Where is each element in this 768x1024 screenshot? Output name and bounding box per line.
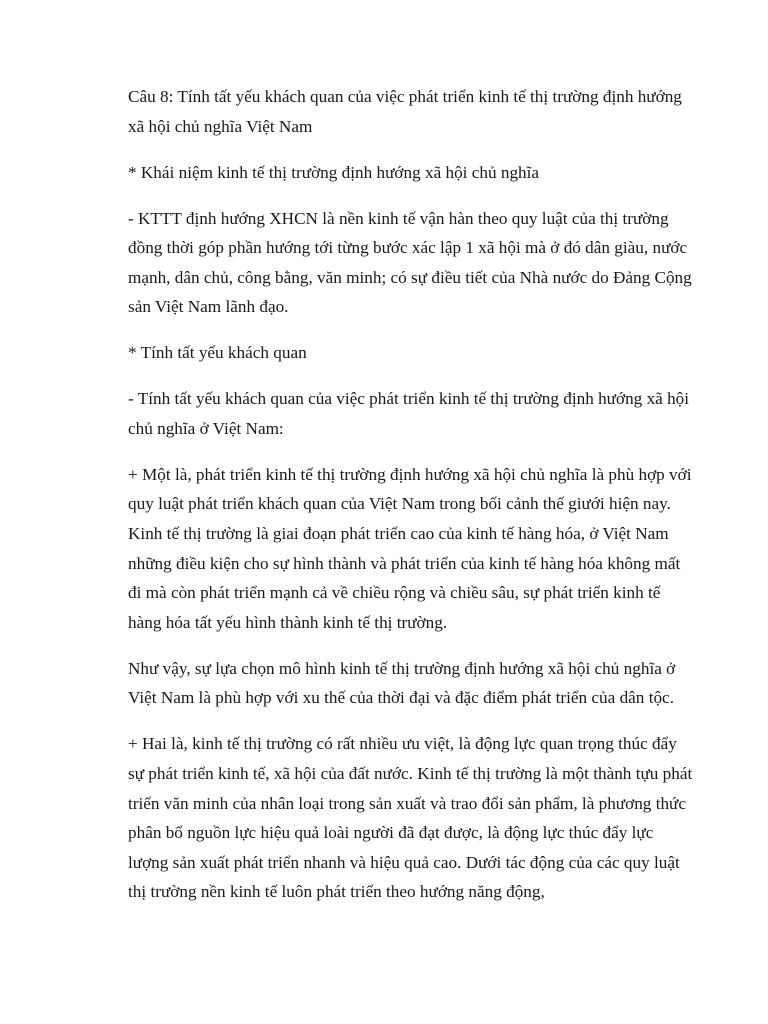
- point-two: + Hai là, kinh tế thị trường có rất nhiều ưu việt, là động lực quan trọng thúc đẩy sự phát triển kinh tế, xã hội của đất nước. Kinh tế thị trường là một thành tựu phát triển văn minh của nhân loại trong sản xuất và trao đổi sản phẩm, là phương thức phân bổ nguồn lực hiệu quả loài người đã đạt được, là động lực thúc đẩy lực lượng sản xuất phát triển nhanh và hiệu quả cao. Dưới tác động của các quy luật thị trường nền kinh tế luôn phát triển theo hướng năng động,: [128, 734, 693, 902]
- point-one: + Một là, phát triển kinh tế thị trường định hướng xã hội chủ nghĩa là phù hợp với quy luật phát triển khách quan của Việt Nam trong bối cảnh thế giưới hiện nay. Kinh tế thị trường là giai đoạn phát triển cao của kinh tế hàng hóa, ở Việt Nam những điều kiện cho sự hình thành và phát triển của kinh tế hàng hóa không mất đi mà còn phát triển mạnh cả về chiều rộng và chiều sâu, sự phát triển kinh tế hàng hóa tất yếu hình thành kinh tế thị trường.: [128, 464, 692, 632]
- document-body: [128, 82, 694, 923]
- concept-definition: - KTTT định hướng XHCN là nền kinh tế vận hàn theo quy luật của thị trường đồng thời góp phần hướng tới từng bước xác lập 1 xã hội mà ở đó dân giàu, nước mạnh, dân chủ, công bằng, văn minh; có sự điều tiết của Nhà nước do Đảng Cộng sản Việt Nam lãnh đạo.: [128, 208, 692, 317]
- point-one-conclusion: Như vậy, sự lựa chọn mô hình kinh tế thị trường định hướng xã hội chủ nghĩa ở Việt Nam là phù hợp với xu thế của thời đại và đặc điểm phát triển của dân tộc.: [128, 658, 676, 708]
- necessity-intro: - Tính tất yếu khách quan của việc phát triển kinh tế thị trường định hướng xã hội chủ nghĩa ở Việt Nam:: [128, 389, 690, 438]
- section-heading-concept: * Khái niệm kinh tế thị trường định hướng xã hội chủ nghĩa: [128, 162, 540, 182]
- question-heading: Câu 8: Tính tất yếu khách quan của việc phát triển kinh tế thị trường định hướng xã hội chủ nghĩa Việt Nam: [128, 87, 682, 136]
- section-heading-necessity: * Tính tất yếu khách quan: [128, 343, 307, 363]
